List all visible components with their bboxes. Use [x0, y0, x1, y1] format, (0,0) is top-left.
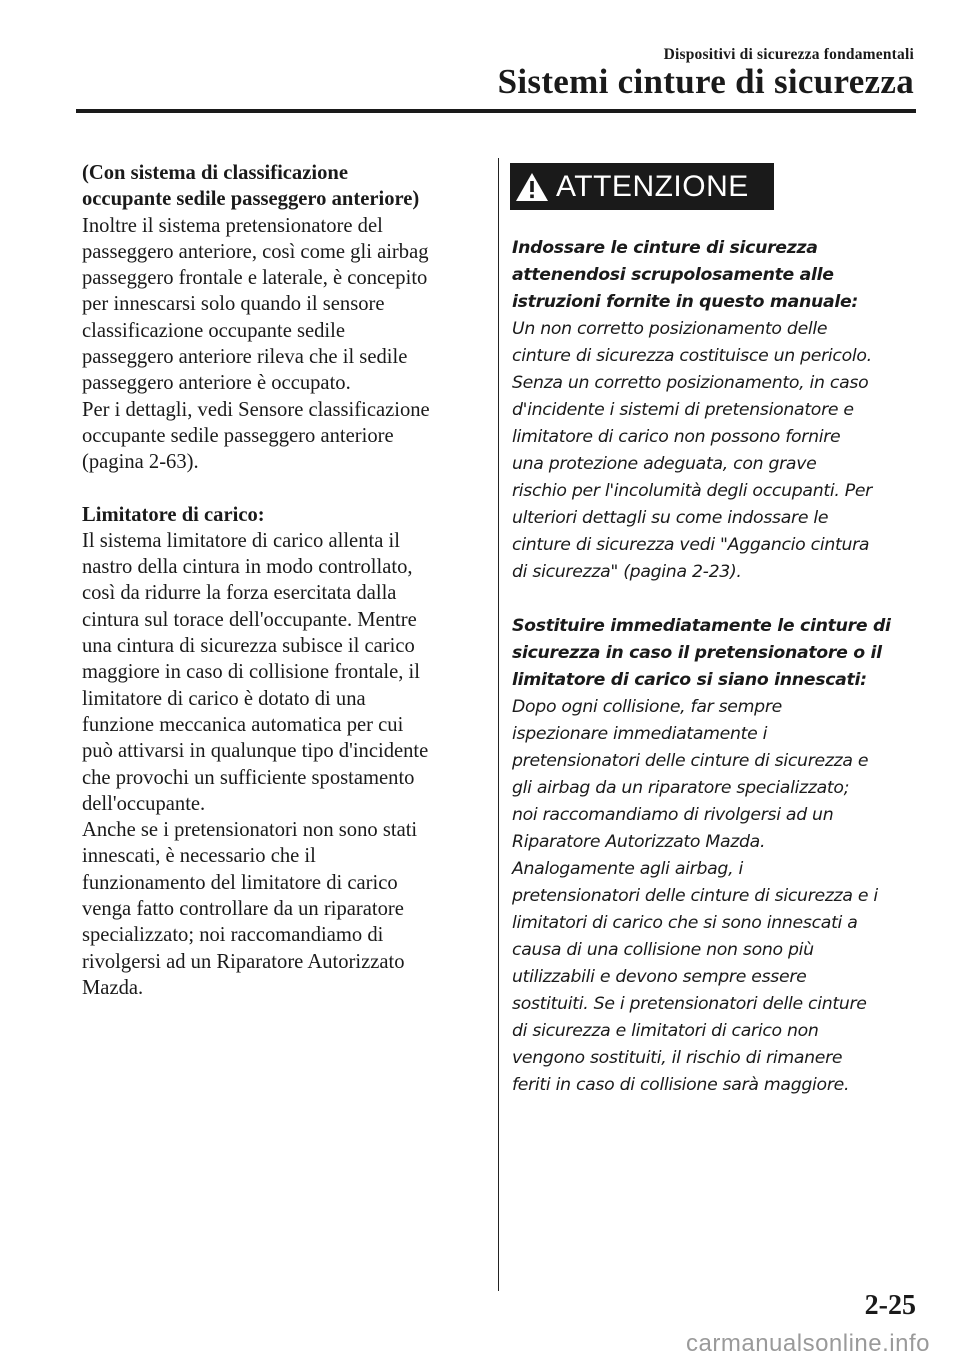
text-line: Un non corretto posizionamento delle: [512, 319, 828, 339]
text-line: gli airbag da un riparatore specializzato;: [512, 778, 850, 798]
heading-load-limiter: Limitatore di carico:: [82, 503, 265, 526]
text-line: funzione meccanica automatica per cui: [82, 713, 404, 736]
text-line: Mazda.: [82, 976, 144, 999]
text-line: occupante sedile passeggero anteriore: [82, 424, 394, 447]
text-line: di sicurezza e limitatori di carico non: [512, 1021, 819, 1041]
text-line: attenendosi scrupolosamente alle: [512, 265, 834, 285]
text-line: dell'occupante.: [82, 792, 206, 815]
warning-banner: [510, 163, 774, 210]
text-line: Indossare le cinture di sicurezza: [512, 238, 818, 258]
warning-heading-1: [512, 235, 917, 316]
text-line: passeggero anteriore, così come gli airbag: [82, 240, 429, 263]
text-line: di sicurezza" (pagina 2-23).: [512, 562, 742, 582]
text-line: Inoltre il sistema pretensionatore del: [82, 214, 383, 237]
text-line: rivolgersi ad un Riparatore Autorizzato: [82, 950, 405, 973]
text-line: utilizzabili e devono sempre essere: [512, 967, 807, 987]
text-line: istruzioni fornite in questo manuale:: [512, 292, 858, 312]
warning-text: [512, 235, 917, 1099]
heading-classification: (Con sistema di classificazione: [82, 162, 348, 184]
text-line: per innescarsi solo quando il sensore: [82, 293, 385, 316]
spacer: [512, 586, 917, 613]
text-line: una cintura di sicurezza subisce il carico: [82, 635, 415, 658]
text-line: d'incidente i sistemi di pretensionatore e: [512, 400, 854, 420]
header-section-label: Dispositivi di sicurezza fondamentali: [663, 46, 914, 63]
column-divider: [498, 158, 499, 1291]
paragraph-load-limiter: [82, 528, 472, 1001]
text-line: specializzato; noi raccomandiamo di: [82, 924, 384, 947]
heading-classification-2: occupante sedile passeggero anteriore): [82, 188, 420, 211]
text-line: causa di una collisione non sono più: [512, 940, 814, 960]
header-title: Sistemi cinture di sicurezza: [497, 62, 914, 101]
text-line: rischio per l'incolumità degli occupanti. Per: [512, 481, 872, 501]
text-line: Senza un corretto posizionamento, in caso: [512, 373, 869, 393]
warning-label: ATTENZIONE: [556, 169, 749, 203]
text-line: funzionamento del limitatore di carico: [82, 871, 398, 894]
text-line: ulteriori dettagli su come indossare le: [512, 508, 829, 528]
text-line: sicurezza in caso il pretensionatore o il: [512, 643, 882, 663]
text-line: Per i dettagli, vedi Sensore classificazione: [82, 398, 430, 421]
text-line: Il sistema limitatore di carico allenta il: [82, 529, 400, 552]
text-line: cintura sul torace dell'occupante. Mentre: [82, 608, 417, 631]
page-number: 2-25: [864, 1290, 916, 1321]
text-line: limitatori di carico che si sono innescati a: [512, 913, 858, 933]
text-line: limitatore di carico si siano innescati:: [512, 670, 867, 690]
text-line: che provochi un sufficiente spostamento: [82, 766, 415, 789]
text-line: limitatore di carico non possono fornire: [512, 427, 841, 447]
text-line: sostituiti. Se i pretensionatori delle cinture: [512, 994, 867, 1014]
text-line: innescati, è necessario che il: [82, 845, 316, 868]
text-line: nastro della cintura in modo controllato,: [82, 556, 413, 579]
text-line: passeggero anteriore è occupato.: [82, 372, 351, 395]
text-line: (pagina 2-63).: [82, 451, 199, 474]
header-rule: [76, 109, 916, 113]
text-line: Sostituire immediatamente le cinture di: [512, 616, 891, 636]
text-line: maggiore in caso di collisione frontale, il: [82, 661, 420, 684]
text-line: classificazione occupante sedile: [82, 319, 346, 342]
warning-body-1: [512, 316, 917, 586]
text-line: pretensionatori delle cinture di sicurezza e i: [512, 886, 878, 906]
text-line: feriti in caso di collisione sarà maggiore.: [512, 1075, 850, 1095]
text-line: limitatore di carico è dotato di una: [82, 687, 366, 710]
warning-body-2: [512, 694, 917, 1099]
text-line: passeggero frontale e laterale, è concepito: [82, 267, 428, 290]
text-line: Riparatore Autorizzato Mazda.: [512, 832, 766, 852]
text-line: una protezione adeguata, con grave: [512, 454, 817, 474]
watermark: carmanualsonline.info: [686, 1330, 930, 1357]
text-line: vengono sostituiti, il rischio di rimanere: [512, 1048, 843, 1068]
warning-triangle-icon: [510, 163, 554, 210]
text-line: passeggero anteriore rileva che il sedile: [82, 346, 408, 369]
paragraph-classification: [82, 213, 472, 476]
text-line: cinture di sicurezza vedi "Aggancio cintura: [512, 535, 870, 555]
text-line: Analogamente agli airbag, i: [512, 859, 743, 879]
text-line: ispezionare immediatamente i: [512, 724, 768, 744]
text-line: pretensionatori delle cinture di sicurezza e: [512, 751, 869, 771]
spacer: [82, 476, 472, 502]
text-line: venga fatto controllare da un riparatore: [82, 898, 404, 921]
warning-heading-2: [512, 613, 917, 694]
text-line: Anche se i pretensionatori non sono stati: [82, 819, 418, 842]
text-line: noi raccomandiamo di rivolgersi ad un: [512, 805, 834, 825]
text-line: cinture di sicurezza costituisce un pericolo.: [512, 346, 872, 366]
text-line: può attivarsi in qualunque tipo d'incidente: [82, 740, 429, 763]
left-column: [82, 160, 472, 1001]
text-line: così da ridurre la forza esercitata dalla: [82, 582, 397, 605]
text-line: Dopo ogni collisione, far sempre: [512, 697, 782, 717]
